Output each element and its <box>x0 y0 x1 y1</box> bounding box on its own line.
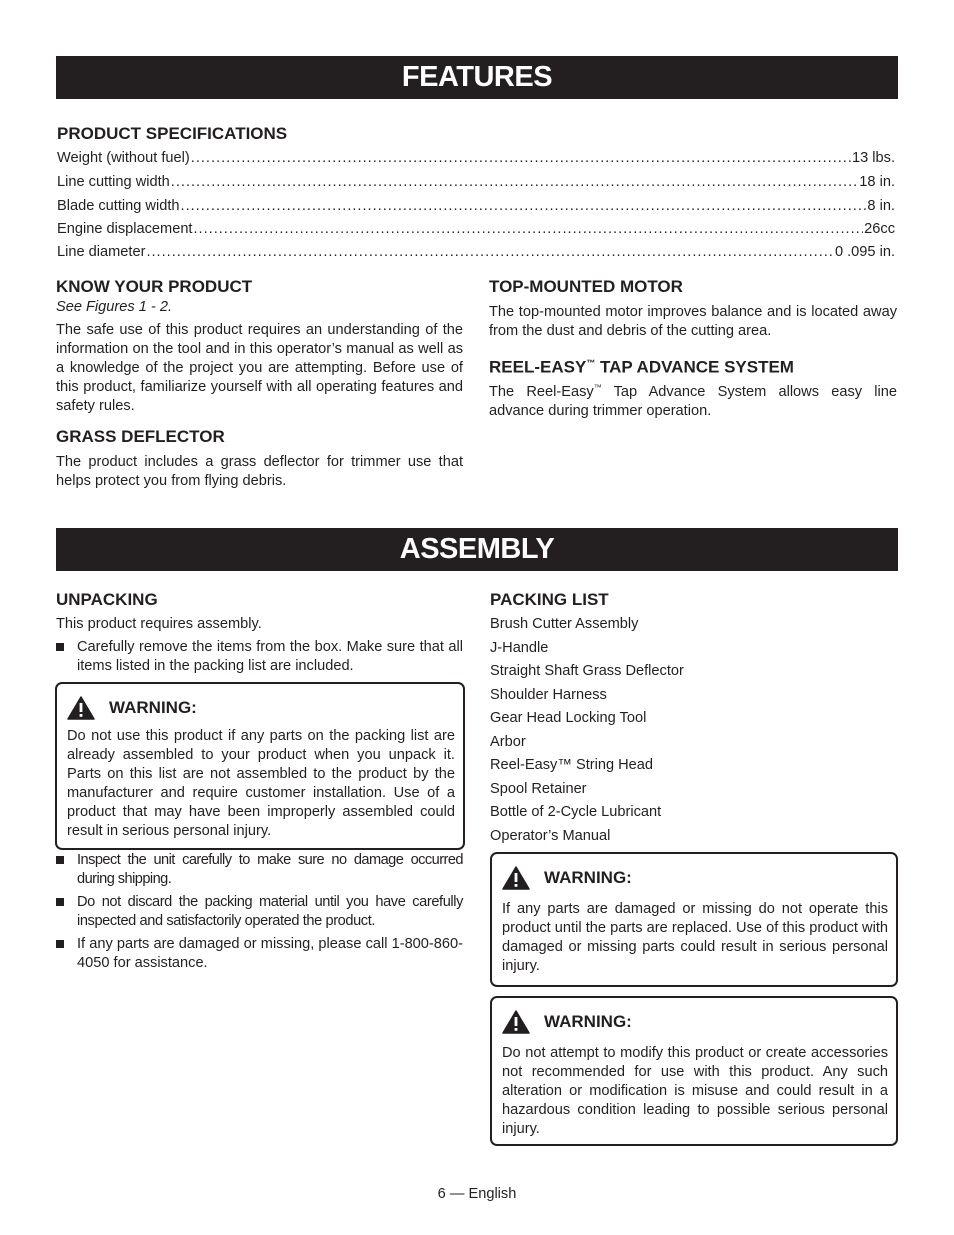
reel-easy-heading <box>489 353 794 378</box>
bullet-square <box>56 856 64 864</box>
spec-value: 0 .095 in. <box>834 244 895 260</box>
spec-label: Weight (without fuel) <box>57 150 190 166</box>
list-item: J-Handle <box>490 639 549 656</box>
spec-row <box>57 148 895 168</box>
reel-easy-heading-text: TAP ADVANCE SYSTEM <box>595 357 794 377</box>
leader-dots <box>181 196 867 216</box>
unpacking-intro: This product requires assembly. <box>56 616 262 632</box>
warning-header <box>502 1010 632 1034</box>
warning-header <box>502 866 632 890</box>
packing-list-heading: PACKING LIST <box>490 590 609 609</box>
list-item <box>56 893 463 933</box>
warning-triangle-icon <box>502 1010 530 1034</box>
spec-row <box>57 219 895 239</box>
warning-text: If any parts are damaged or missing do not operate this product until the parts are replaced. Use of this product with damaged or missing parts could result in serious personal injury. <box>502 901 888 974</box>
warning-text: Do not use this product if any parts on the packing list are already assembled to your product when you unpack it. Parts on this list are not assembled to the product by the manufacturer and require customer installation. Use of a product that may have been improperly assembled could result in serious personal injury. <box>67 728 455 839</box>
list-item-text: Inspect the unit carefully to make sure no damage occurred during shipping. <box>77 852 463 887</box>
spec-row <box>57 172 895 192</box>
bullet-square <box>56 898 64 906</box>
list-item: Brush Cutter Assembly <box>490 616 639 632</box>
leader-dots <box>193 219 863 239</box>
warning-text: Do not attempt to modify this product or create accessories not recommended for use with this product. Any such alteration or modification is misuse and could result in a hazardous condition leading to possible serious personal injury. <box>502 1045 888 1137</box>
bullet-square <box>56 940 64 948</box>
list-item: Gear Head Locking Tool <box>490 710 647 726</box>
warning-triangle-icon <box>502 866 530 890</box>
leader-dots <box>146 242 834 262</box>
know-your-product-heading: KNOW YOUR PRODUCT <box>56 277 253 296</box>
unpacking-heading: UNPACKING <box>56 590 158 609</box>
top-motor-heading: TOP-MOUNTED MOTOR <box>489 277 683 296</box>
assembly-banner: ASSEMBLY <box>56 528 898 571</box>
list-item-text: If any parts are damaged or missing, please call 1-800-860-4050 for assistance. <box>77 936 463 971</box>
list-item: Shoulder Harness <box>490 686 607 703</box>
spec-value: 26cc <box>864 221 895 237</box>
list-item: Straight Shaft Grass Deflector <box>490 663 684 679</box>
spec-label: Line cutting width <box>57 174 170 190</box>
list-item-text: Do not discard the packing material until you have carefully inspected and satisfactorily operated the product. <box>77 894 463 929</box>
trademark-mark: ™ <box>586 358 596 368</box>
reel-easy-body-text: The Reel-Easy <box>489 383 594 400</box>
list-item: Arbor <box>490 733 526 750</box>
warning-label: WARNING: <box>544 868 632 887</box>
spec-value: 18 in. <box>859 174 895 190</box>
know-your-product-body: The safe use of this product requires an understanding of the information on the tool and in this operator’s manual as well as a knowledge of the project you are attempting. Before use of this product, familiarize yourself with all operating features and safety rules. <box>56 322 463 414</box>
spec-row <box>57 196 895 216</box>
leader-dots <box>171 172 859 192</box>
warning-box <box>55 682 465 850</box>
list-item <box>56 851 463 891</box>
warning-box <box>490 996 898 1146</box>
bullet-square <box>56 643 64 651</box>
spec-value: 13 lbs. <box>852 150 895 166</box>
see-figures-note: See Figures 1 - 2. <box>56 299 172 315</box>
warning-header <box>67 696 197 720</box>
list-item <box>56 638 463 678</box>
product-specs-heading: PRODUCT SPECIFICATIONS <box>57 124 288 143</box>
spec-value: 8 in. <box>867 198 895 214</box>
list-item: Operator’s Manual <box>490 827 611 844</box>
grass-deflector-heading: GRASS DEFLECTOR <box>56 427 225 446</box>
spec-label: Blade cutting width <box>57 198 180 214</box>
page-footer: 6 — English <box>437 1186 517 1202</box>
list-item: Reel-Easy™ String Head <box>490 757 654 773</box>
list-item: Bottle of 2-Cycle Lubricant <box>490 804 662 820</box>
warning-label: WARNING: <box>109 698 197 717</box>
leader-dots <box>191 148 851 168</box>
warning-triangle-icon <box>67 696 95 720</box>
list-item-text: Carefully remove the items from the box. Make sure that all items listed in the packing list are included. <box>77 639 463 674</box>
warning-label: WARNING: <box>544 1012 632 1031</box>
reel-easy-body-text: Tap Advance System allows easy line advance during trimmer operation. <box>489 383 897 419</box>
reel-easy-body <box>489 378 897 421</box>
trademark-mark: ™ <box>593 383 602 392</box>
reel-easy-heading-text: REEL-EASY <box>489 357 587 377</box>
spec-label: Line diameter <box>57 244 146 260</box>
spec-label: Engine displacement <box>57 221 193 237</box>
warning-box <box>490 852 898 987</box>
features-banner: FEATURES <box>56 56 898 99</box>
packing-list <box>490 614 684 849</box>
spec-row <box>57 242 895 262</box>
list-item: Spool Retainer <box>490 780 587 797</box>
list-item <box>56 935 463 975</box>
top-motor-body: The top-mounted motor improves balance and is located away from the dust and debris of the cutting area. <box>489 304 897 339</box>
grass-deflector-body: The product includes a grass deflector for trimmer use that helps protect you from flying debris. <box>56 454 463 489</box>
